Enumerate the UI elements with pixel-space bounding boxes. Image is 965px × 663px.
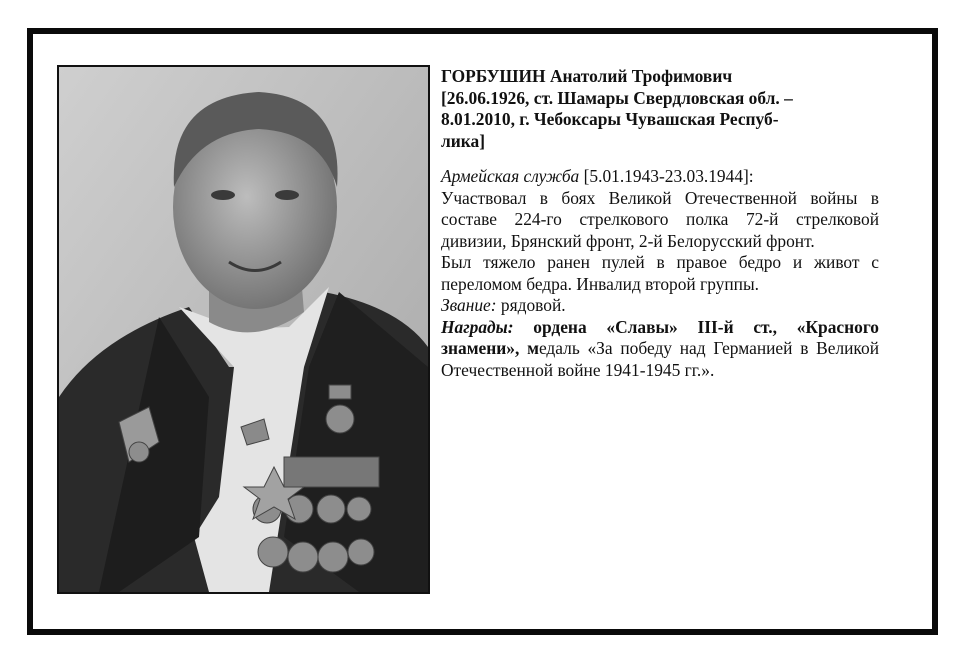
portrait-photo xyxy=(57,65,430,594)
bio-text xyxy=(441,66,879,381)
rank-value: рядовой. xyxy=(496,295,566,315)
rank-label: Звание: xyxy=(441,295,497,315)
awards-label: Награды: xyxy=(441,316,514,337)
awards-medal: едаль «За победу над Германией в Великой Отечественной войне 1941-1945 гг.». xyxy=(441,338,880,380)
awards-orders: ордена «Славы» III-й ст., «Красного знамени», м xyxy=(441,316,879,358)
service-label: Армейская служба xyxy=(441,166,580,186)
wound-paragraph: Был тяжело ранен пулей в правое бедро и живот с переломом бедра. Инвалид второй группы. xyxy=(441,252,879,294)
rank-paragraph xyxy=(441,295,879,317)
service-text: Участвовал в боях Великой Отечественной войны в составе 224-го стрелкового полка 72-й стрелковой дивизии, Брянский фронт, 2-й Белорусский фронт. xyxy=(441,187,879,251)
service-paragraph xyxy=(441,166,879,252)
surname: ГОРБУШИН xyxy=(441,66,546,86)
person-header xyxy=(441,66,879,152)
awards-paragraph xyxy=(441,317,879,382)
service-dates: [5.01.1943-23.03.1944]: xyxy=(579,166,754,186)
life-dates-line3: лика] xyxy=(441,130,486,151)
given-name: Анатолий Трофимович xyxy=(549,66,733,86)
life-dates-line2: 8.01.2010, г. Чебоксары Чувашская Респуб- xyxy=(441,109,779,129)
life-dates-line1: [26.06.1926, ст. Шамары Свердловская обл. – xyxy=(441,87,793,108)
